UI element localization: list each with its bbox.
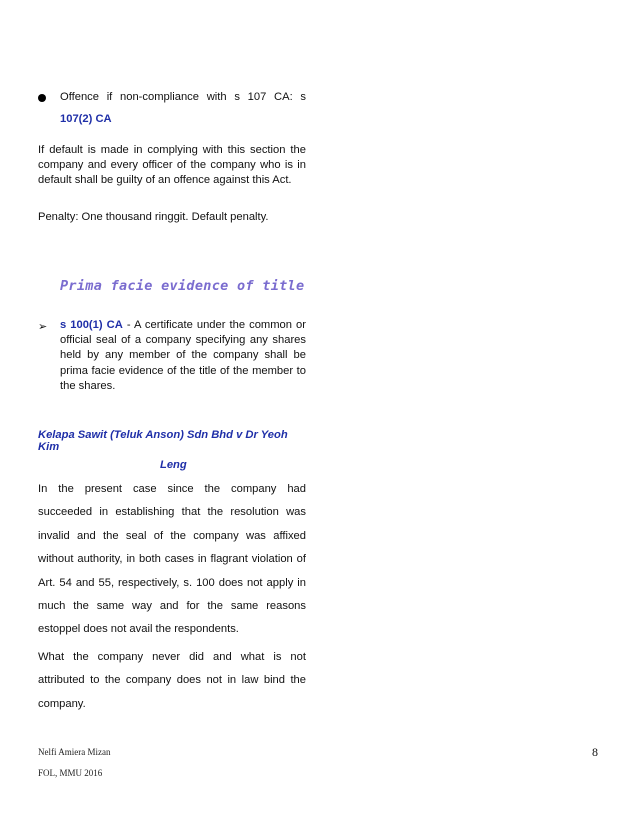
footer-author: Nelfi Amiera Mizan <box>38 747 111 757</box>
s100-text: - A certificate under the common or official seal of a company specifying any shares held by any member of the company shall be prima facie evidence of the title of the member to the shares. <box>60 319 306 392</box>
default-paragraph: If default is made in complying with this section the company and every officer of the company who is in default shall be guilty of an offence against this Act. <box>38 144 306 186</box>
penalty-line: Penalty: One thousand ringgit. Default penalty. <box>38 211 269 223</box>
bullet-s100 <box>38 318 306 394</box>
page-number: 8 <box>592 745 598 759</box>
case-name-line1: Kelapa Sawit (Teluk Anson) Sdn Bhd v Dr Yeoh Kim <box>38 429 288 453</box>
case-name <box>38 429 306 471</box>
bullet-offence <box>38 90 306 127</box>
judgment-paragraph: In the present case since the company had succeeded in establishing that the resolution was invalid and the seal of the company was affixed without authority, in both cases in flagrant violation of Art. 54 and 55, respectively, s. 100 does not apply in much the same way and for the same reasons estoppel does not avail the respondents. <box>38 483 306 636</box>
bullet-offence-line2: 107(2) CA <box>60 113 112 125</box>
arrow-bullet-icon: ➢ <box>38 320 48 333</box>
footer-org: FOL, MMU 2016 <box>38 768 103 778</box>
closing-paragraph: What the company never did and what is not attributed to the company does not in law bind the company. <box>38 651 306 710</box>
case-name-line2: Leng <box>160 459 187 471</box>
s100-reference: s 100(1) CA <box>60 319 123 331</box>
section-heading: Prima facie evidence of title <box>60 278 305 294</box>
bullet-dot-icon <box>38 94 46 102</box>
bullet-offence-line1: Offence if non-compliance with s 107 CA: s <box>60 91 306 103</box>
